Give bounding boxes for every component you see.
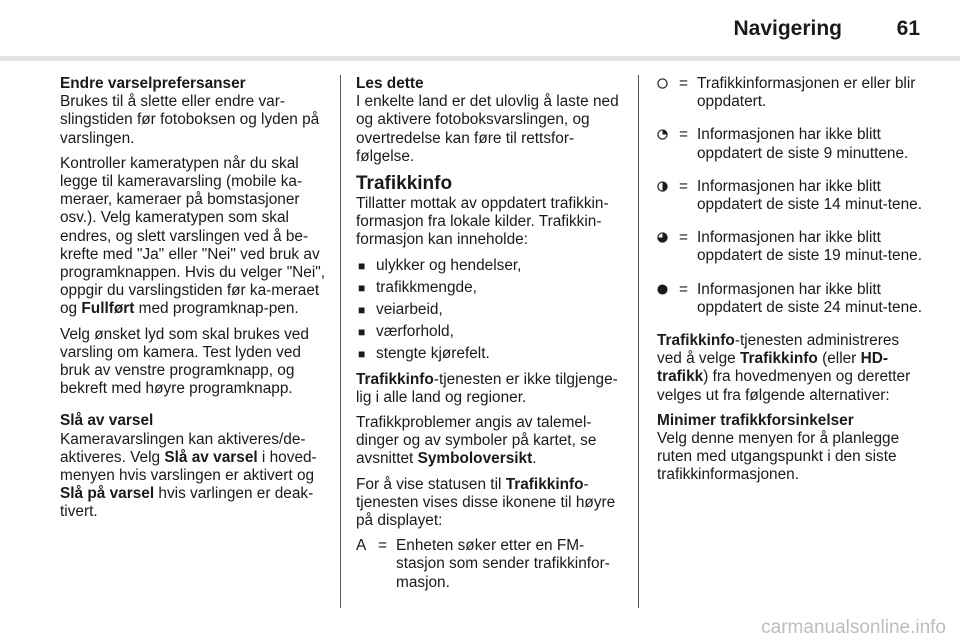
definition-row [657,281,923,317]
bullet-icon: ■ [358,303,366,318]
definition-text: Informasjonen har ikke blitt oppdatert de siste 9 minuttene. [697,126,909,162]
list-item: ■ veiarbeid, [358,301,443,319]
heading-minimer-trafikkforsinkelser: Minimer trafikkforsinkelser [657,411,854,429]
paragraph: Brukes til å slette eller endre var-slingstiden før fotoboksen og lyden på varslingen. [60,93,320,147]
column-1 [60,75,328,529]
definition-equals: = [679,177,688,195]
definition-equals: = [679,126,688,144]
definition-equals: = [679,280,688,298]
status-circle-half-icon [657,181,668,192]
paragraph: I enkelte land er det ulovlig å laste ned og aktivere fotoboksvarslingen, og overtredelse kan føre til rettsfor-følgelse. [356,93,619,165]
paragraph: Velg ønsket lyd som skal brukes ved varsling om kamera. Test lyden ved bruk av venstre programknapp, og bekreft med høyre programknapp. [60,325,309,398]
paragraph: Kameravarslingen kan aktiveres/de-aktiveres. Velg Slå av varsel i hoved-menyen hvis varslingen er aktivert og Slå på varsel hvis varlingen er deak-tivert. [60,430,317,521]
definition-text: Enheten søker etter en FM-stasjon som sender trafikkinfor-masjon. [396,537,610,591]
definition-row [657,178,923,214]
definition-text: Trafikkinformasjonen er eller blir oppdatert. [697,75,916,111]
definition-row [657,229,923,265]
paragraph: Trafikkproblemer angis av talemel-dinger og av symboler på kartet, se avsnittet Symboloversikt. [356,414,597,468]
definition-text: Informasjonen har ikke blitt oppdatert de siste 19 minut-tene. [697,229,923,265]
definition-row [356,537,628,592]
bullet-icon: ■ [358,258,366,273]
paragraph: Velg denne menyen for å planlegge ruten med utgangspunkt i den siste trafikkinformasjonen. [657,430,900,484]
paragraph: Trafikkinfo-tjenesten administreres ved å velge Trafikkinfo (eller HD-trafikk) fra hovedmenyen og deretter velges ut fra følgende alternativer: [657,332,911,404]
heading-endre-varselpreferanser: Endre varselprefersanser [60,75,246,92]
page-header-title: Navigering [733,17,842,40]
bullet-icon: ■ [358,280,366,295]
bullet-icon: ■ [358,325,366,340]
list-item: ■ ulykker og hendelser, [358,256,522,274]
page-number: 61 [896,17,920,40]
column-divider [340,75,341,608]
status-circle-quarter-icon [657,129,668,140]
bullet-icon: ■ [358,347,366,362]
definition-text: Informasjonen har ikke blitt oppdatert de siste 24 minut-tene. [697,280,923,316]
paragraph: Kontroller kameratypen når du skal legge til kameravarsling (mobile ka-meraer, kameraer på bomstasjoner osv.). Velg kameratypen som skal endres, og slett varslingen ved å be-krefte med "Ja" eller "Nei" ved bruk av programknappen. Hvis du velger "Nei", oppgir du varslingstiden før ka-meraet og Fullført med programknap-pen. [60,154,326,318]
definition-row [657,75,923,111]
list-item: ■ værforhold, [358,323,454,341]
status-circle-full-icon [657,284,668,295]
paragraph: For å vise statusen til Trafikkinfo-tjenesten vises disse ikonene til høyre på displayet: [356,475,616,530]
header-rule [0,56,960,61]
definition-equals: = [679,75,688,92]
paragraph: Tillatter mottak av oppdatert trafikkin-formasjon fra lokale kilder. Trafikkin-formasjon kan inneholde: [356,195,609,249]
watermark: carmanualsonline.info [761,617,946,638]
list-item: ■ trafikkmengde, [358,278,477,296]
definition-equals: = [679,229,688,247]
definition-symbol: A [356,537,367,555]
heading-les-dette: Les dette [356,75,424,92]
bullet-list [356,257,628,364]
definition-row [657,126,923,162]
status-circle-three-quarter-icon [657,232,668,243]
heading-sla-av-varsel: Slå av varsel [60,412,154,430]
column-divider [638,75,639,608]
definition-equals: = [378,537,387,555]
column-3 [657,75,923,492]
column-2 [356,75,628,607]
status-circle-empty-icon [657,78,668,89]
list-item: ■ stengte kjørefelt. [358,345,490,363]
definition-text: Informasjonen har ikke blitt oppdatert de siste 14 minut-tene. [697,177,923,214]
paragraph: Trafikkinfo-tjenesten er ikke tilgjenge-lig i alle land og regioner. [356,370,618,406]
section-title-trafikkinfo: Trafikkinfo [356,173,453,195]
